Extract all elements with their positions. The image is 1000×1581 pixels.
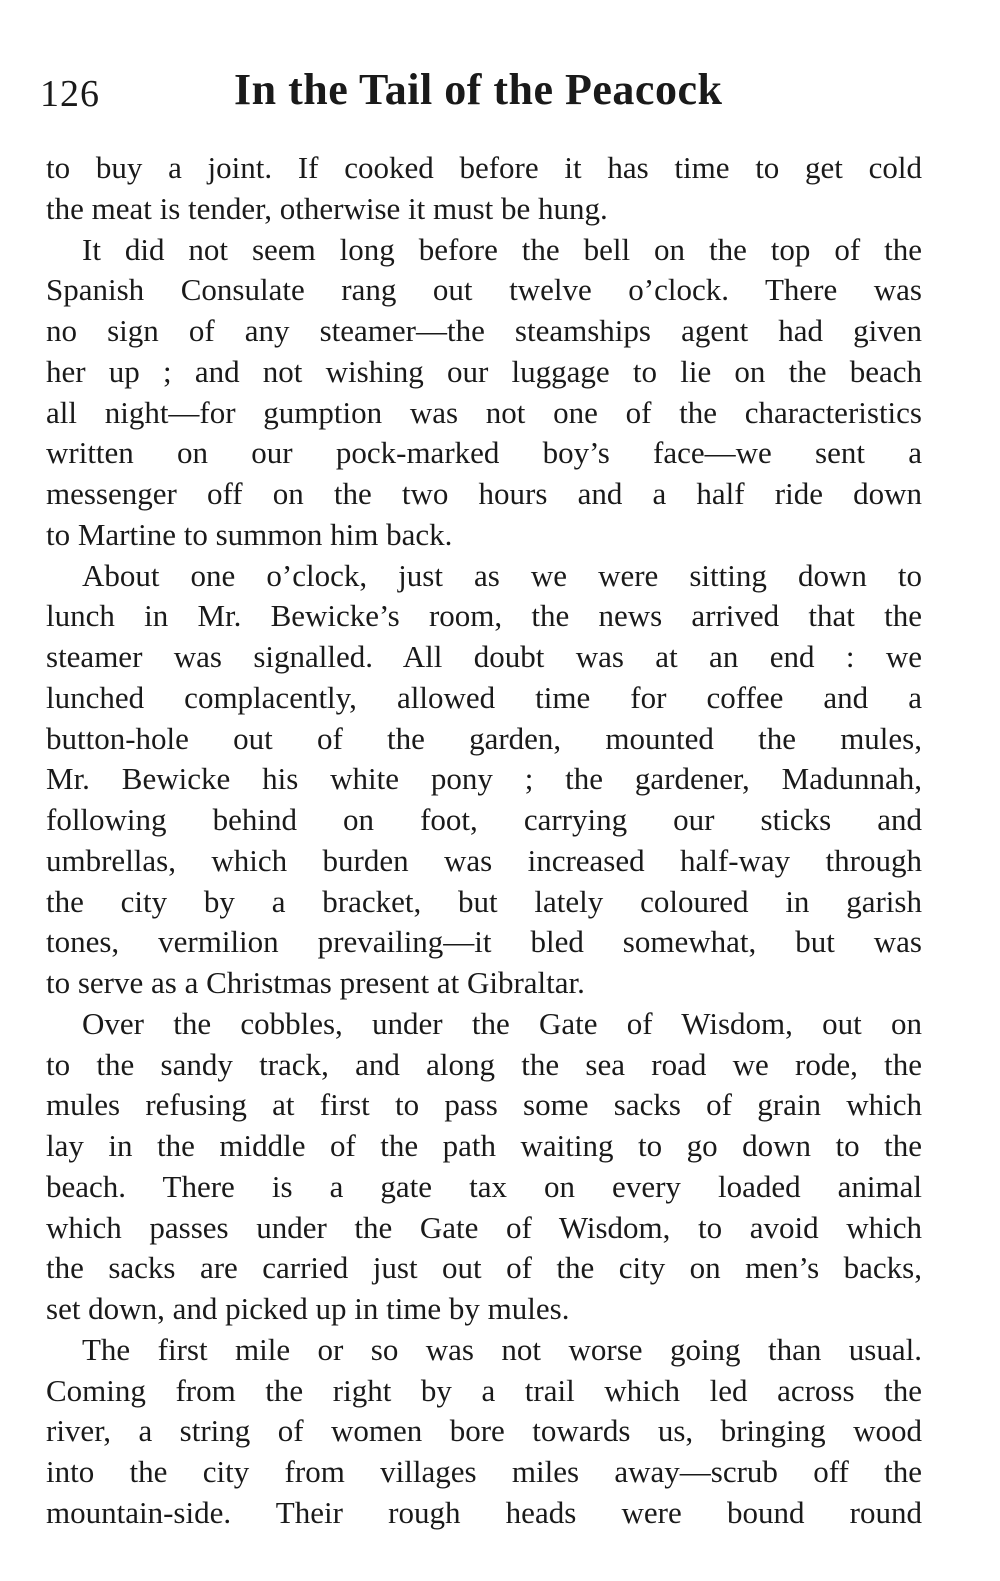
- text-line: button-hole out of the garden, mounted the mules,: [46, 720, 922, 756]
- text-line: Over the cobbles, under the Gate of Wisdom, out on: [82, 1005, 922, 1041]
- text-line: beach. There is a gate tax on every loaded animal: [46, 1168, 922, 1204]
- text-line: the meat is tender, otherwise it must be hung.: [46, 190, 608, 226]
- text-line: the sacks are carried just out of the city on men’s backs,: [46, 1250, 922, 1286]
- text-line: lay in the middle of the path waiting to go down to the: [46, 1128, 922, 1163]
- text-line: umbrellas, which burden was increased half-way through: [46, 842, 922, 878]
- text-line: mules refusing at first to pass some sacks of grain which: [46, 1087, 922, 1123]
- text-line: which passes under the Gate of Wisdom, to avoid which: [46, 1209, 922, 1245]
- text-line: following behind on foot, carrying our sticks and: [46, 802, 922, 837]
- text-line: steamer was signalled. All doubt was at an end : we: [46, 639, 922, 674]
- text-line: Spanish Consulate rang out twelve o’clock. There was: [46, 272, 922, 308]
- text-line: It did not seem long before the bell on the top of the: [82, 231, 922, 267]
- text-line: set down, and picked up in time by mules.: [46, 1291, 570, 1326]
- text-line: to Martine to summon him back.: [46, 516, 453, 552]
- page-number: 126: [40, 73, 100, 115]
- text-line: lunch in Mr. Bewicke’s room, the news arrived that the: [46, 598, 922, 634]
- text-line: the city by a bracket, but lately coloured in garish: [46, 883, 922, 919]
- text-line: The first mile or so was not worse going than usual.: [82, 1331, 922, 1367]
- text-line: lunched complacently, allowed time for coffee and a: [46, 679, 922, 715]
- text-line: tones, vermilion prevailing—it bled somewhat, but was: [46, 924, 922, 960]
- text-line: Mr. Bewicke his white pony ; the gardener, Madunnah,: [46, 761, 922, 797]
- text-line: messenger off on the two hours and a half ride down: [46, 476, 922, 511]
- text-line: mountain-side. Their rough heads were bound round: [46, 1494, 922, 1530]
- text-line: to the sandy track, and along the sea road we rode, the: [46, 1046, 922, 1082]
- text-line: her up ; and not wishing our luggage to lie on the beach: [46, 353, 922, 389]
- text-line: no sign of any steamer—the steamships agent had given: [46, 313, 922, 348]
- text-line: to buy a joint. If cooked before it has time to get cold: [46, 150, 922, 185]
- text-line: About one o’clock, just as we were sitting down to: [82, 557, 922, 593]
- text-line: to serve as a Christmas present at Gibraltar.: [46, 965, 585, 1000]
- body-text: [46, 148, 922, 1534]
- text-line: written on our pock-marked boy’s face—we sent a: [46, 435, 922, 471]
- text-line: Coming from the right by a trail which led across the: [46, 1372, 922, 1408]
- text-line: river, a string of women bore towards us, bringing wood: [46, 1413, 922, 1449]
- text-line: all night—for gumption was not one of the characteristics: [46, 394, 922, 430]
- running-head: [40, 64, 940, 124]
- text-line: into the city from villages miles away—scrub off the: [46, 1454, 922, 1489]
- book-title: In the Tail of the Peacock: [234, 65, 723, 114]
